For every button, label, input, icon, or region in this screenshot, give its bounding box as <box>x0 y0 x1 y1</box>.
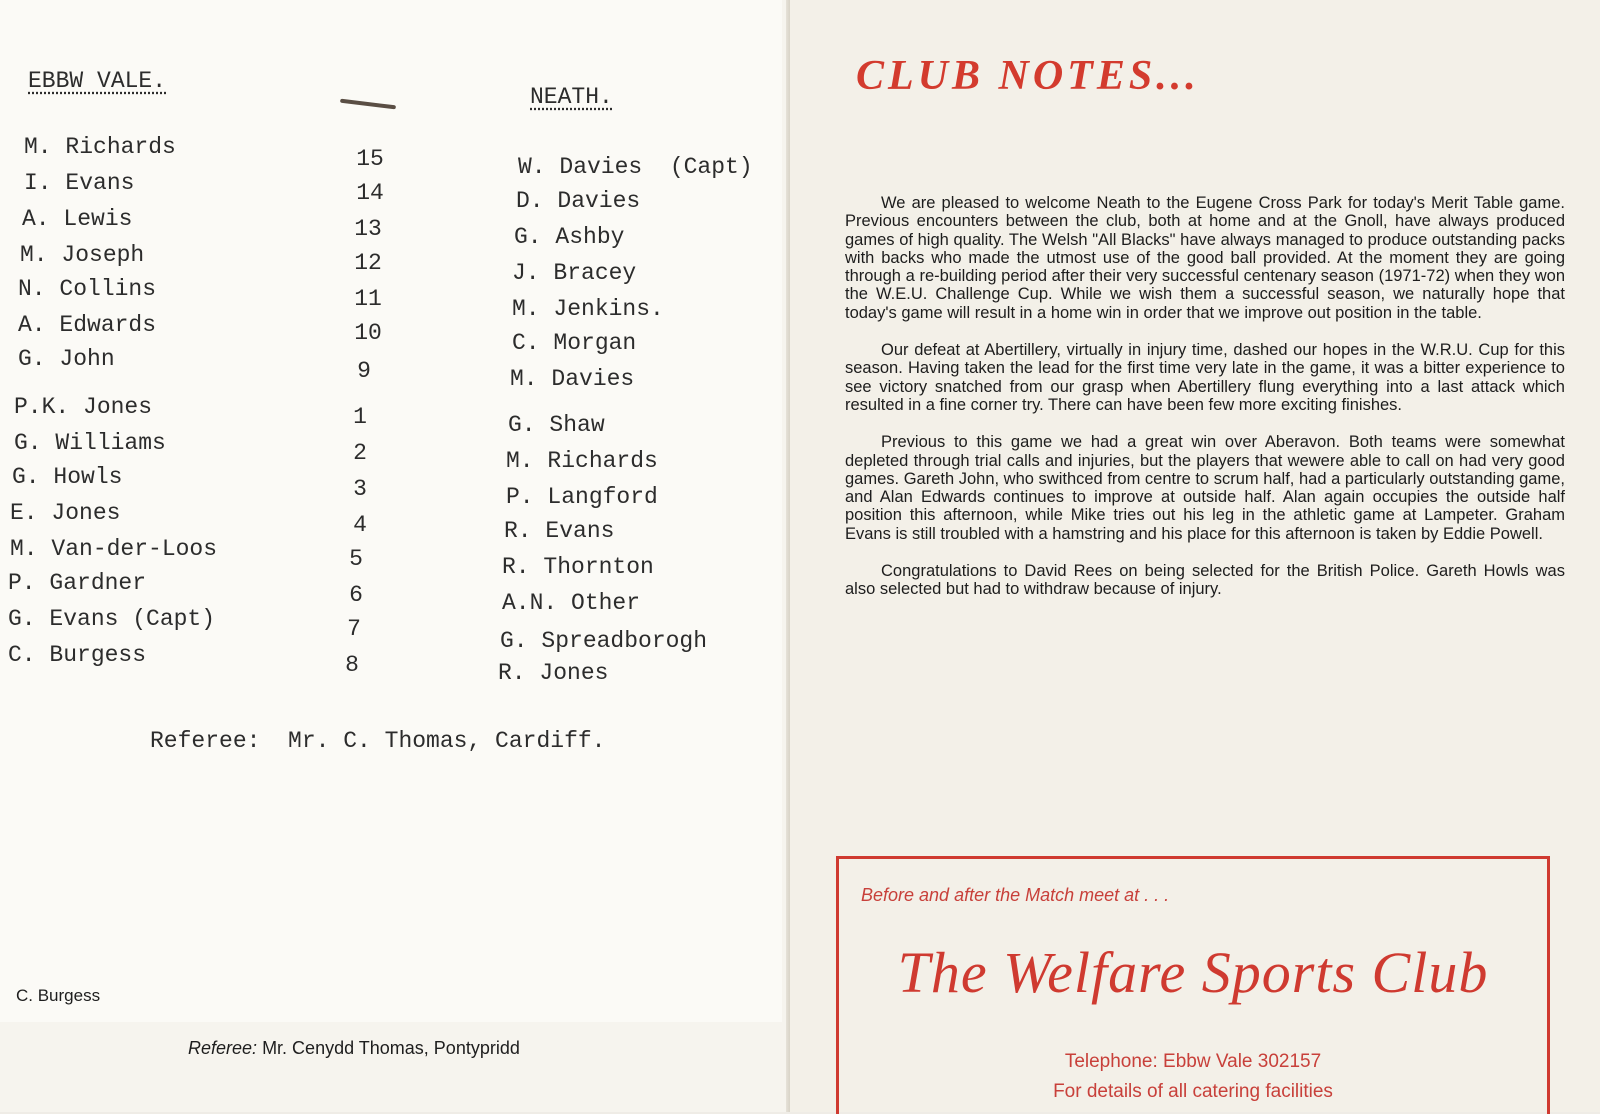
home-player: P. Gardner <box>8 570 147 596</box>
away-player: D. Davies <box>516 188 641 214</box>
away-player: M. Jenkins. <box>512 296 664 322</box>
advert-telephone: Telephone: Ebbw Vale 302157 <box>1064 1051 1322 1072</box>
away-player: A.N. Other <box>502 590 641 616</box>
home-player: C. Burgess <box>8 642 147 668</box>
position-number: 15 <box>356 146 384 172</box>
away-player: R. Thornton <box>502 554 654 580</box>
position-number: 7 <box>347 616 361 642</box>
position-number: 11 <box>354 286 382 312</box>
away-player: G. Ashby <box>514 224 625 250</box>
away-player: P. Langford <box>506 484 658 510</box>
home-player: G. Williams <box>14 430 166 456</box>
away-player: G. Spreadborogh <box>500 628 708 654</box>
position-number: 5 <box>349 546 363 572</box>
away-player: J. Bracey <box>512 260 637 286</box>
position-number: 6 <box>349 582 363 608</box>
notes-paragraph: Previous to this game we had a great win over Aberavon. Both teams were somewhat depleted through trial calls and injuries, but the players that wewere able to call on had very good games. Gareth John, who swithced from centre to scrum half, had a particularly outstanding game, and Alan Edwards continues to improve at outside half. Alan again occupies the outside half position this afternoon, while Mike tries out his leg in the athletic game at Lampeter. Graham Evans is still troubled with a hamstring and his place for this afternoon is taken by Eddie Powell. <box>845 433 1565 543</box>
position-number: 12 <box>354 250 382 276</box>
position-number: 2 <box>353 440 367 466</box>
away-player: M. Richards <box>506 448 658 474</box>
left-page <box>0 0 790 1112</box>
position-number: 10 <box>354 320 382 346</box>
advert-box <box>836 856 1550 1114</box>
home-player: M. Van-der-Loos <box>10 536 218 562</box>
advert-intro: Before and after the Match meet at . . . <box>861 885 1170 905</box>
club-notes-title: CLUB NOTES... <box>856 53 1200 99</box>
home-player: P.K. Jones <box>14 394 153 420</box>
away-player: R. Evans <box>504 518 615 544</box>
printed-player-name: C. Burgess <box>16 986 101 1005</box>
advert-club-name: The Welfare Sports Club <box>897 940 1489 1005</box>
position-number: 4 <box>353 512 367 538</box>
club-notes-body <box>845 194 1565 618</box>
advert-details: For details of all catering facilities <box>1053 1081 1333 1102</box>
home-player: G. Howls <box>12 464 123 490</box>
typed-referee: Referee: Mr. C. Thomas, Cardiff. <box>150 728 606 754</box>
away-player: M. Davies <box>510 366 635 392</box>
away-player: G. Shaw <box>508 412 605 438</box>
position-number: 8 <box>345 652 359 678</box>
home-player: A. Edwards <box>18 312 157 338</box>
home-team-heading: EBBW VALE. <box>28 68 167 94</box>
home-player: I. Evans <box>24 170 135 196</box>
away-team-heading: NEATH. <box>530 84 613 110</box>
position-number: 3 <box>353 476 367 502</box>
away-player: R. Jones <box>498 660 609 686</box>
home-player: G. Evans (Capt) <box>8 606 216 632</box>
home-player: N. Collins <box>18 276 157 302</box>
position-number: 14 <box>356 180 384 206</box>
position-number: 13 <box>354 216 382 242</box>
referee-label: Referee: <box>188 1038 258 1058</box>
home-player: M. Richards <box>24 134 176 160</box>
notes-paragraph: Our defeat at Abertillery, virtually in injury time, dashed our hopes in the W.R.U. Cup for this season. Having taken the lead for the first time very late in the game, it was a bitter experience to see victory snatched from our grasp when Abertillery flung everything into a last attack which resulted in a fine corner try. There can have been few more exciting finishes. <box>845 341 1565 414</box>
home-player: G. John <box>18 346 115 372</box>
away-player: C. Morgan <box>512 330 637 356</box>
position-number: 1 <box>353 404 367 430</box>
notes-paragraph: We are pleased to welcome Neath to the Eugene Cross Park for today's Merit Table game. Previous encounters between the club, both at home and at the Gnoll, have always produced games of high quality. The Welsh "All Blacks" have always managed to produce outstanding packs with backs who made the utmost use of the good ball provided. At the moment they are going through a re-building period after their very successful centenary season (1971-72) when they won the W.E.U. Challenge Cup. While we wish them a successful season, we naturally hope that today's game will result in a home win in order that we improve out position in the table. <box>845 194 1565 322</box>
position-number: 9 <box>357 358 371 384</box>
away-player: W. Davies (Capt) <box>518 154 753 180</box>
home-player: M. Joseph <box>20 242 145 268</box>
printed-referee <box>188 1038 520 1059</box>
home-player: E. Jones <box>10 500 121 526</box>
home-player: A. Lewis <box>22 206 133 232</box>
referee-name: Mr. Cenydd Thomas, Pontypridd <box>262 1038 520 1058</box>
notes-paragraph: Congratulations to David Rees on being selected for the British Police. Gareth Howls was also selected but had to withdraw because of injury. <box>845 562 1565 599</box>
